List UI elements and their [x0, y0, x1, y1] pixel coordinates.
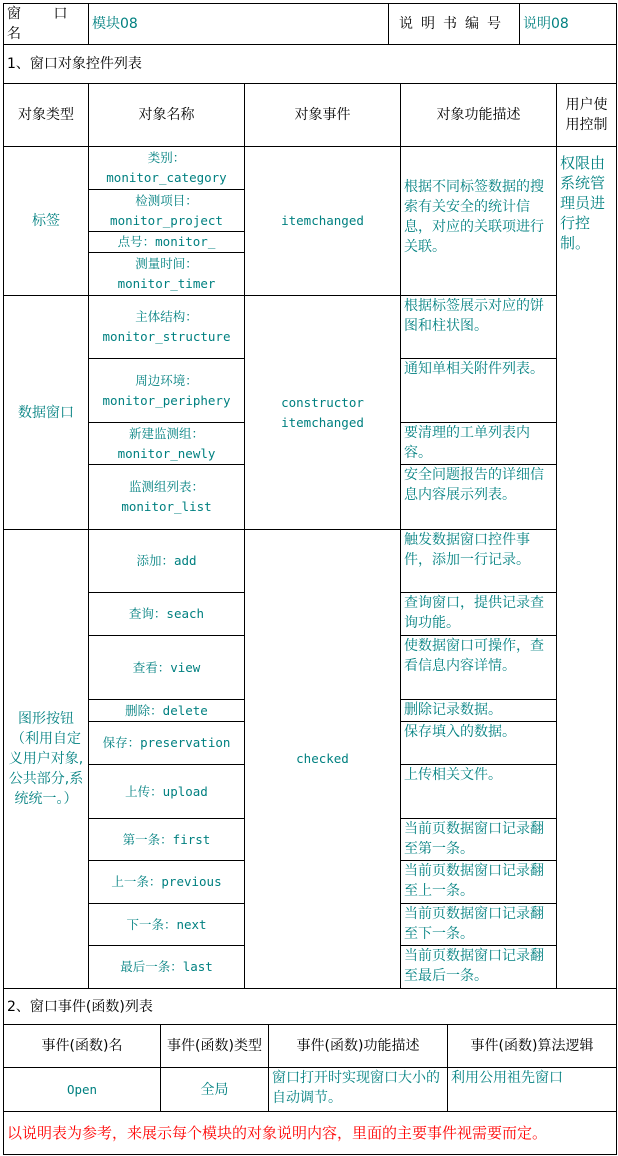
object-event: checked [245, 530, 401, 989]
event-cell: 窗口打开时实现窗口大小的自动调节。 [269, 1068, 448, 1112]
column-header: 对象功能描述 [401, 84, 557, 147]
object-description: 当前页数据窗口记录翻至最后一条。 [401, 946, 557, 989]
object-type: 数据窗口 [4, 296, 89, 530]
section1-title: 1、窗口对象控件列表 [4, 45, 617, 84]
object-control-table [3, 83, 617, 989]
object-description: 删除记录数据。 [401, 700, 557, 722]
column-header: 事件(函数)名 [4, 1025, 161, 1068]
window-name-label: 窗 口 名 [4, 4, 89, 45]
object-name: 下一条：next [89, 904, 245, 946]
object-description: 触发数据窗口控件事件，添加一行记录。 [401, 530, 557, 593]
object-name: 查询：seach [89, 593, 245, 636]
object-name: 最后一条：last [89, 946, 245, 989]
column-header: 用户使用控制 [557, 84, 617, 147]
object-type: 标签 [4, 147, 89, 296]
object-description: 要清理的工单列表内容。 [401, 423, 557, 465]
object-description: 安全问题报告的详细信息内容展示列表。 [401, 465, 557, 530]
column-header: 事件(函数)类型 [161, 1025, 269, 1068]
note-text: 以说明表为参考，来展示每个模块的对象说明内容，里面的主要事件视需要而定。 [4, 1112, 617, 1155]
object-name: 类别：monitor_category [89, 147, 245, 190]
column-header: 对象类型 [4, 84, 89, 147]
object-name: 删除：delete [89, 700, 245, 722]
object-name: 检测项目：monitor_project [89, 190, 245, 232]
object-name: 点号：monitor_ [89, 232, 245, 253]
object-name: 第一条：first [89, 819, 245, 861]
section2-title: 2、窗口事件(函数)列表 [4, 989, 617, 1025]
event-cell: Open [4, 1068, 161, 1112]
object-name: 周边环境：monitor_periphery [89, 359, 245, 423]
column-header: 对象名称 [89, 84, 245, 147]
object-name: 上一条：previous [89, 861, 245, 904]
object-description: 查询窗口，提供记录查询功能。 [401, 593, 557, 636]
object-description: 根据不同标签数据的搜索有关安全的统计信息，对应的关联项进行关联。 [401, 147, 557, 296]
object-event: itemchanged [245, 147, 401, 296]
user-control: 权限由系统管理员进行控制。 [557, 147, 617, 989]
object-description: 使数据窗口可操作，查看信息内容详情。 [401, 636, 557, 700]
doc-no-value: 说明08 [520, 4, 617, 45]
object-name: 主体结构：monitor_structure [89, 296, 245, 359]
table-row [4, 147, 617, 190]
header-table [3, 3, 617, 84]
window-name-value: 模块08 [89, 4, 389, 45]
doc-no-label: 说明书编号 [389, 4, 520, 45]
window-event-table [3, 988, 617, 1155]
object-name: 添加：add [89, 530, 245, 593]
object-name: 上传：upload [89, 765, 245, 819]
object-name: 测量时间：monitor_timer [89, 253, 245, 296]
event-cell: 全局 [161, 1068, 269, 1112]
object-name: 新建监测组：monitor_newly [89, 423, 245, 465]
column-header: 事件(函数)算法逻辑 [448, 1025, 617, 1068]
object-description: 当前页数据窗口记录翻至第一条。 [401, 819, 557, 861]
object-type: 图形按钮（利用自定义用户对象,公共部分,系统统一。） [4, 530, 89, 989]
column-header: 事件(函数)功能描述 [269, 1025, 448, 1068]
object-description: 保存填入的数据。 [401, 722, 557, 765]
object-name: 保存：preservation [89, 722, 245, 765]
table-row [4, 296, 617, 359]
object-event: constructor itemchanged [245, 296, 401, 530]
object-description: 上传相关文件。 [401, 765, 557, 819]
object-name: 查看：view [89, 636, 245, 700]
object-description: 当前页数据窗口记录翻至下一条。 [401, 904, 557, 946]
table-row [4, 530, 617, 593]
object-description: 通知单相关附件列表。 [401, 359, 557, 423]
object-description: 当前页数据窗口记录翻至上一条。 [401, 861, 557, 904]
spec-document [3, 3, 616, 1155]
object-name: 监测组列表：monitor_list [89, 465, 245, 530]
column-header: 对象事件 [245, 84, 401, 147]
object-description: 根据标签展示对应的饼图和柱状图。 [401, 296, 557, 359]
event-cell: 利用公用祖先窗口 [448, 1068, 617, 1112]
